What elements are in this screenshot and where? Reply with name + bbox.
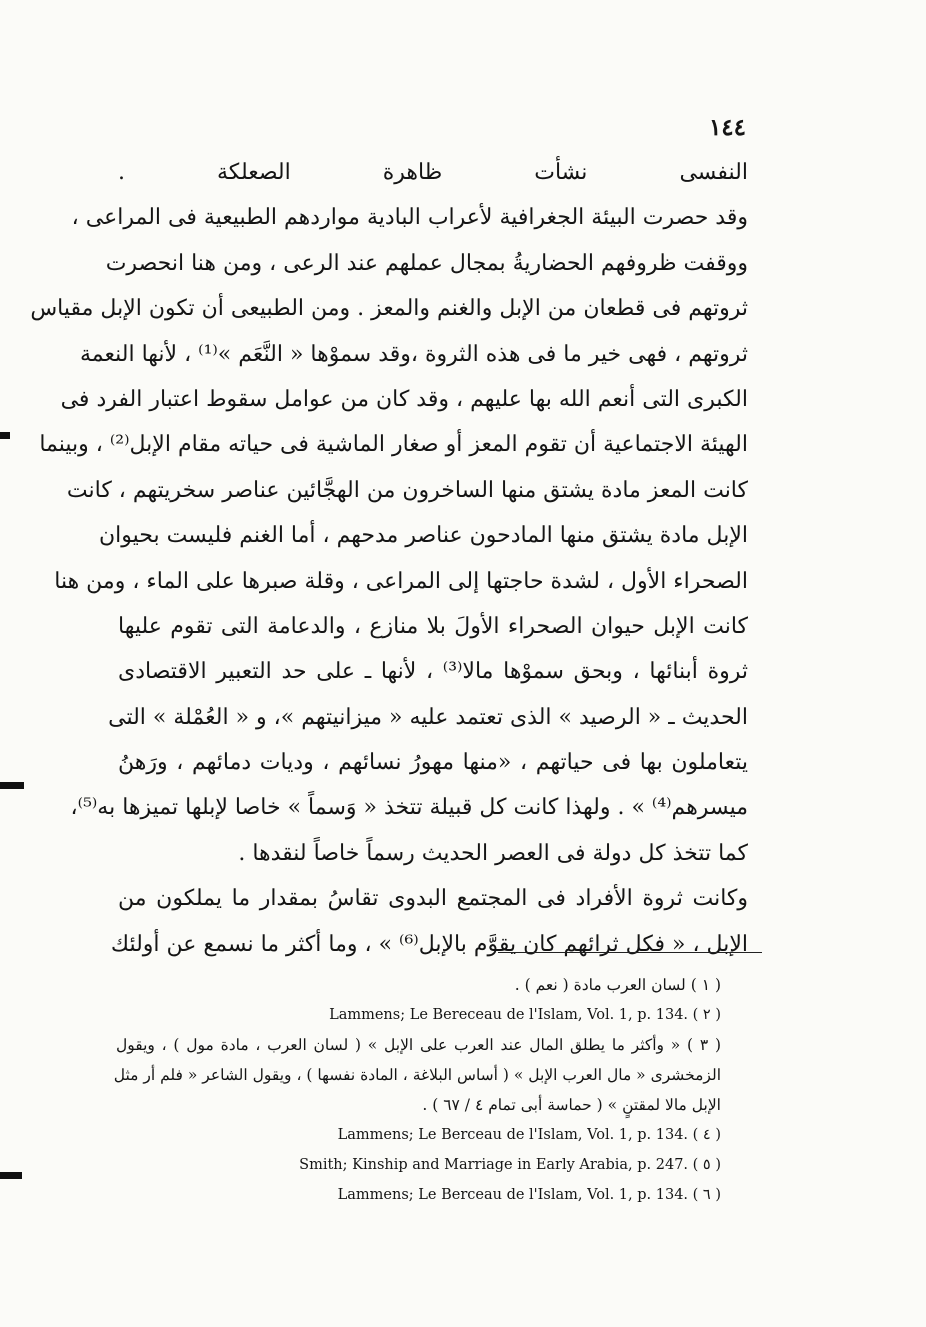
binding-mark [0,1172,22,1179]
binding-mark [0,432,10,439]
text-line: كما تتخذ كل دولة فى العصر الحديث رسماً خاصاً لنقدها . [238,840,748,866]
footnote: Smith; Kinship and Marriage in Early Arabia, p. 247. ( ٥ ) [299,1157,721,1173]
text-line: الحديث ـ « الرصيد » الذى تعتمد عليه « ميزانيتهم »، و « العُمْلة » التى [108,704,748,730]
text-line: ثروتهم فى قطعان من الإبل والغنم والمعز . ومن الطبيعى أن تكون الإبل مقياس [30,296,748,322]
text-line: ووقفت ظروفهم الحضاريةُ بمجال عملهم عند الرعى ، ومن هنا انحصرت [105,250,748,276]
footnote: Lammens; Le Berceau de l'Islam, Vol. 1, p. 134. ( ٤ ) [337,1127,721,1143]
footnote: Lammens; Le Bereceau de l'Islam, Vol. 1, p. 134. ( ٢ ) [329,1007,721,1023]
footnote: ( ٣ ) « وأكثر ما يطلق المال عند العرب على الإبل » ( لسان العرب ، مادة مول ) ، ويقول [116,1036,721,1054]
page-number: ١٤٤ [708,114,746,141]
footnotes [113,970,721,1210]
footnote: Lammens; Le Berceau de l'Islam, Vol. 1, p. 134. ( ٦ ) [337,1187,721,1203]
text-line: النفسى نشأت ظاهرة الصعلكة . [118,160,748,185]
text-line: ميسرهم⁽⁴⁾ » . ولهذا كانت كل قبيلة تتخذ « وَسماً » خاصا لإبلها تميزها به⁽⁵⁾، [70,795,748,821]
text-line: الإبل ، « فكل ثرائهم كان يقوَّم بالإبل⁽⁶⁾ » ، وما أكثر ما نسمع عن أولئك [110,931,748,957]
text-line: يتعاملون بها فى حياتهم ، «منها مهورُ نسائهم ، وديات دمائهم ، ورَهنُ [118,750,748,776]
text-line: الصحراء الأول ، لشدة حاجتها إلى المراعى ، وقلة صبرها على الماء ، ومن هنا [54,568,748,594]
text-line: الهيئة الاجتماعية أن تقوم المعز أو صغار الماشية فى حياته مقام الإبل⁽²⁾ ، وبينما [39,432,748,458]
footnote: الزمخشرى « مال العرب الإبل » ( أساس البلاغة ، المادة نفسها ) ، ويقول الشاعر « فلم أر مثل [113,1066,721,1084]
text-line: وقد حصرت البيئة الجغرافية لأعراب البادية مواردهم الطبيعية فى المراعى ، [71,205,748,231]
text-line: الكبرى التى أنعم الله بها عليهم ، وقد كان من عوامل سقوط اعتبار الفرد فى [60,386,748,412]
text-line: كانت الإبل حيوان الصحراء الأولَ بلا منازع ، والدعامة التى تقوم عليها [118,613,748,639]
text-line: وكانت ثروة الأفراد فى المجتمع البدوى تقاسُ بمقدار ما يملكون من [118,886,748,912]
footnote-divider [498,952,762,953]
text-line: الإبل مادة يشتق منها المادحون عناصر مدحهم ، أما الغنم فليست بحيوان [98,523,748,549]
text-line: ثروتهم ، فهى خير ما فى هذه الثروة ،وقد سموْها « النَّعَم »⁽¹⁾ ، لأنها النعمة [80,341,748,367]
text-line: كانت المعز مادة يشتق منها الساخرون من الهجَّائين عناصر سخريتهم ، كانت [66,477,748,503]
text-line: ثروة أبنائها ، وبحق سموْها مالا⁽³⁾ ، لأنها ـ على حد التعبير الاقتصادى [118,659,749,685]
main-text [30,150,749,967]
binding-mark [0,782,24,789]
footnote: ( ١ ) لسان العرب مادة ( نعم ) . [514,976,721,994]
footnote: الإبل مالا لمقتنٍ » ( حماسة أبى تمام ٤ / ٦٧ ) . [422,1096,721,1114]
